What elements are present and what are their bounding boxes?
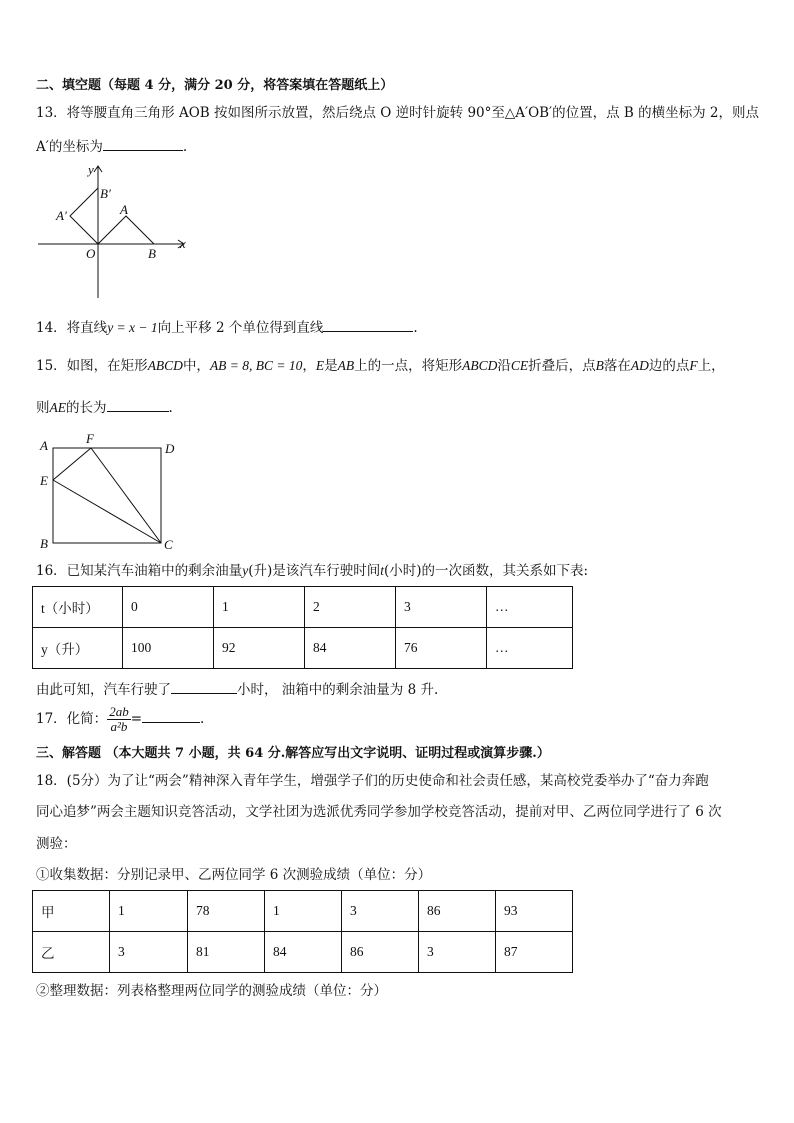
q15-line1 [36,357,725,375]
q13-label-y: y [88,162,94,177]
q15-mid5: 沿 [497,358,511,374]
q13-label-B1: B′ [100,186,111,201]
q16-after-line [36,679,438,699]
q13-line2 [36,136,187,156]
q17-equals: = [130,711,142,727]
q16-table [32,586,573,669]
table-cell: 1 [214,587,305,628]
table-cell: 86 [342,932,419,973]
table-cell: 甲 [33,891,110,932]
q18-step1: ①收集数据：分别记录甲、乙两位同学 6 次测验成绩（单位：分） [36,867,432,883]
table-cell: 92 [214,628,305,669]
q15-label-D: D [165,441,175,456]
q14-line [36,317,418,337]
q17-line [36,704,204,734]
section2-heading: 二、填空题（每题 4 分，满分 20 分，将答案填在答题纸上） [36,78,394,93]
q13-triangle-AOB [98,216,154,244]
q15-E: E [315,358,325,373]
table-cell: 84 [265,932,342,973]
q15-label-B: B [40,536,48,551]
table-cell: 93 [496,891,573,932]
table-row [33,628,573,669]
q17-fraction [107,705,131,734]
q15-label-A: A [40,438,48,453]
q18-line1: 18．(5分）为了让“两会”精神深入青年学生，增强学子们的历史使命和社会责任感，某高校党委举办了“奋力奔跑 [36,773,709,789]
q14-answer-blank[interactable] [323,317,413,332]
q15-rect2: ABCD [462,358,498,373]
q18-line3: 测验： [36,836,77,852]
q15-rectangle [53,448,161,543]
table-row [33,587,573,628]
q17-period: . [200,711,205,727]
q15-line2-mid: 的长为 [66,400,107,416]
q15-mid6: 折叠后，点 [528,358,596,374]
q16-pre: 16．已知某汽车油箱中的剩余油量 [36,563,243,579]
q14-period: . [413,320,418,336]
table-cell: y（升） [33,628,123,669]
q16-y: y [242,563,249,578]
q15-mid1: 中， [182,358,210,374]
q13-triangle-A1OB1 [70,188,98,244]
table-cell: 3 [342,891,419,932]
q15-rect: ABCD [147,358,183,373]
table-cell: 乙 [33,932,110,973]
q15-segment-EF [53,448,91,480]
table-cell: 1 [265,891,342,932]
q15-condition: AB = 8, BC = 10 [209,358,303,373]
q16-t: t [380,563,384,578]
q16-after-end: 小时， 油箱中的剩余油量为 8 升. [237,682,439,698]
q15-AE: AE [49,400,66,415]
q15-AD: AD [630,358,649,373]
q15-label-E: E [40,473,48,488]
q15-AB: AB [337,358,355,373]
table-cell: 78 [188,891,265,932]
table-cell: 3 [110,932,188,973]
q15-mid2: ， [302,358,316,374]
q15-line2-pre: 则 [36,400,50,416]
table-cell: 2 [305,587,396,628]
q15-figure [36,432,186,554]
table-cell: 0 [123,587,214,628]
q13-line1: 13．将等腰直角三角形 AOB 按如图所示放置，然后绕点 O 逆时针旋转 90°至△A′OB′的位置，点 B 的横坐标为 2，则点 [36,105,760,121]
q13-label-A: A [120,202,128,217]
q16-mid1: (升)是该汽车行驶时间 [248,563,381,579]
table-cell: 81 [188,932,265,973]
q13-label-O: O [86,246,96,261]
q17-numerator: 2ab [109,704,129,719]
q15-B: B [595,358,604,373]
q13-prompt: A′的坐标为 [36,139,103,155]
q17-answer-blank[interactable] [142,708,200,723]
q13-label-B: B [148,246,156,261]
q13-period: . [182,139,188,155]
q14-mid: 向上平移 2 个单位得到直线 [157,320,324,336]
table-cell: 76 [396,628,487,669]
q15-mid3: 是 [324,358,338,374]
table-cell: 84 [305,628,396,669]
q16-answer-blank[interactable] [171,679,237,694]
q15-mid4: 上的一点，将矩形 [354,358,463,374]
q13-figure [34,160,194,302]
q16-mid2: (小时)的一次函数，其关系如下表: [384,563,589,579]
q15-label-F: F [86,432,94,446]
q15-answer-blank[interactable] [107,397,169,412]
section3-heading: 三、解答题 （本大题共 7 小题，共 64 分.解答应写出文字说明、证明过程或演算步骤.） [36,746,550,761]
table-cell: t（小时） [33,587,123,628]
table-cell: 86 [419,891,496,932]
q17-denominator: a²b [110,719,128,734]
q15-mid9: 上， [697,358,725,374]
table-cell: 100 [123,628,214,669]
q18-table [32,890,573,973]
q15-CE: CE [510,358,529,373]
q13-label-x: x [180,236,186,251]
q18-step2: ②整理数据：列表格整理两位同学的测验成绩（单位：分） [36,983,387,999]
table-cell: 3 [396,587,487,628]
q16-after-pre: 由此可知，汽车行驶了 [36,682,171,698]
table-cell: … [487,628,573,669]
q15-mid7: 落在 [603,358,631,374]
q14-expression: y = x − 1 [107,320,158,335]
q15-F: F [689,358,698,373]
q14-pre: 14．将直线 [36,320,108,336]
q15-mid8: 边的点 [648,358,690,374]
q13-label-A1: A′ [56,208,67,223]
q16-line [36,562,588,580]
q15-pre: 15．如图，在矩形 [36,358,148,374]
table-row [33,891,573,932]
q15-line2 [36,397,173,417]
q18-line2: 同心追梦”两会主题知识竞答活动，文学社团为选派优秀同学参加学校竞答活动，提前对甲、乙两位同学进行了 6 次 [36,804,722,820]
q15-segment-FC [91,448,161,543]
table-cell: … [487,587,573,628]
table-cell: 3 [419,932,496,973]
q15-period: . [168,400,173,416]
table-cell: 87 [496,932,573,973]
q15-segment-EC [53,480,161,543]
table-cell: 1 [110,891,188,932]
q17-pre: 17．化简： [36,711,108,727]
q13-answer-blank[interactable] [103,136,183,151]
table-row [33,932,573,973]
q15-label-C: C [164,537,173,552]
